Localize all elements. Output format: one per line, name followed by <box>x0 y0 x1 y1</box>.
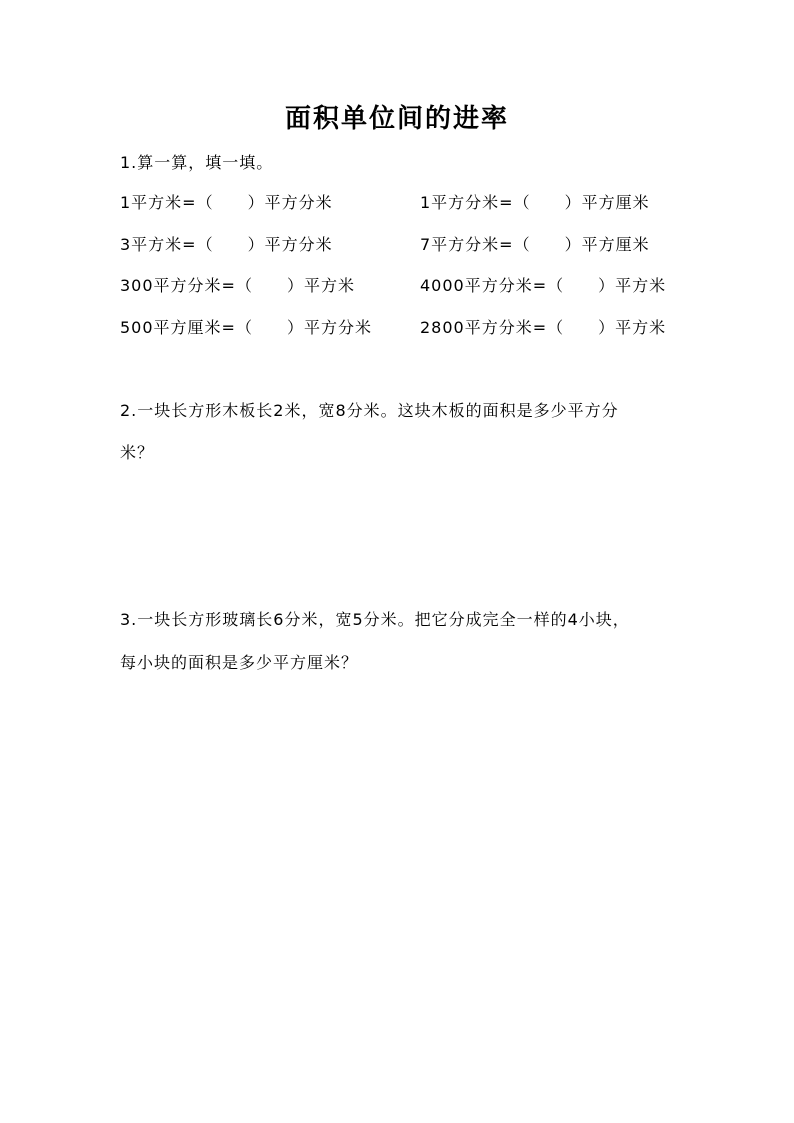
fill-item: 1平方米=（ ）平方分米 <box>120 193 333 212</box>
question-2-text: 2.一块长方形木板长2米，宽8分米。这块木板的面积是多少平方分 <box>120 401 619 420</box>
question-2-text-continued: 米？ <box>120 443 155 462</box>
fill-item: 1平方分米=（ ）平方厘米 <box>420 193 650 212</box>
fill-row <box>0 232 794 256</box>
fill-item: 300平方分米=（ ）平方米 <box>120 276 355 295</box>
fill-item: 2800平方分米=（ ）平方米 <box>420 318 667 337</box>
question-3-text-continued: 每小块的面积是多少平方厘米？ <box>120 653 359 672</box>
fill-item: 500平方厘米=（ ）平方分米 <box>120 318 372 337</box>
page-title: 面积单位间的进率 <box>284 104 509 134</box>
fill-row <box>0 315 794 339</box>
fill-row <box>0 190 794 214</box>
fill-item: 7平方分米=（ ）平方厘米 <box>420 235 650 254</box>
question-3-text: 3.一块长方形玻璃长6分米，宽5分米。把它分成完全一样的4小块， <box>120 610 630 629</box>
fill-item: 3平方米=（ ）平方分米 <box>120 235 333 254</box>
question-1-heading: 1.算一算，填一填。 <box>120 153 274 172</box>
fill-item: 4000平方分米=（ ）平方米 <box>420 276 667 295</box>
fill-row <box>0 273 794 297</box>
